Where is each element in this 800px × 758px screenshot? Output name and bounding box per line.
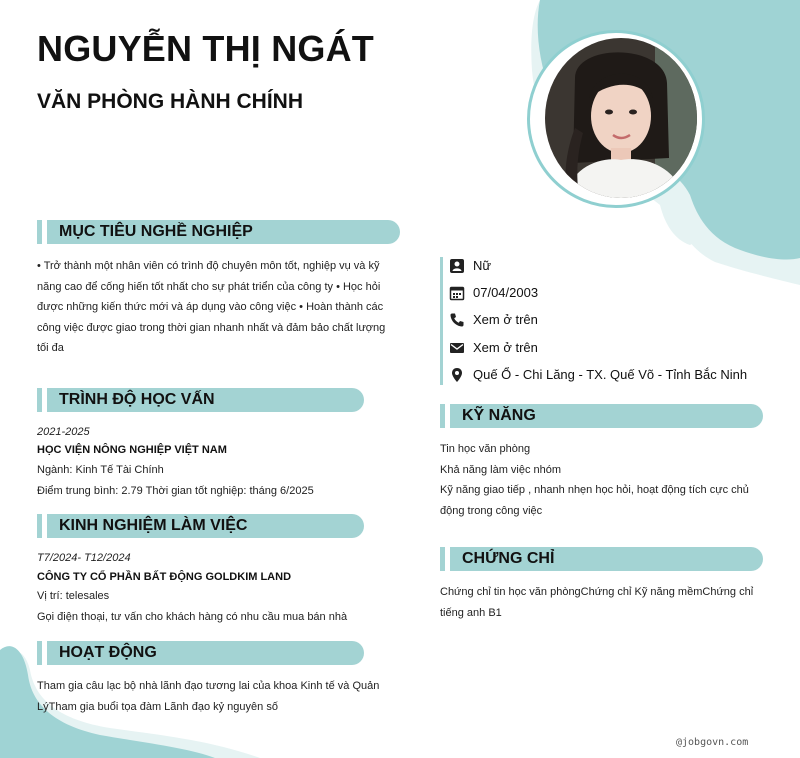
education-detail: Điểm trung bình: 2.79 Thời gian tốt nghiệp: tháng 6/2025 (37, 485, 314, 497)
section-header-objective (37, 220, 400, 244)
skill-line: Khả năng làm việc nhóm (440, 463, 562, 476)
mail-icon (449, 340, 465, 356)
section-title: CHỨNG CHỈ (462, 550, 555, 567)
certificate-line: tiếng anh B1 (440, 606, 502, 619)
section-header-experience (37, 514, 364, 538)
section-header-activities (37, 641, 364, 665)
gender-value: Nữ (473, 258, 492, 273)
avatar (545, 38, 697, 198)
objective-line: tối đa (37, 342, 64, 354)
section-title: KỸ NĂNG (462, 407, 536, 424)
activity-line: Tham gia câu lạc bộ nhà lãnh đạo tương lai của khoa Kinh tế và Quản (37, 680, 380, 692)
certificate-line: Chứng chỉ tin học văn phòngChứng chỉ Kỹ năng mềmChứng chỉ (440, 586, 754, 598)
section-title: KINH NGHIỆM LÀM VIỆC (59, 517, 248, 534)
watermark: @jobgovn.com (676, 737, 749, 748)
candidate-name: NGUYỄN THỊ NGÁT (37, 28, 375, 69)
phone-value: Xem ở trên (473, 312, 538, 327)
birthday-value: 07/04/2003 (473, 285, 539, 300)
contact-divider (440, 257, 443, 385)
address-value: Quế Ổ - Chi Lăng - TX. Quế Võ - Tỉnh Bắc Ninh (473, 367, 748, 382)
job-title: VĂN PHÒNG HÀNH CHÍNH (37, 90, 304, 113)
objective-text (37, 256, 407, 359)
section-title: TRÌNH ĐỘ HỌC VẤN (59, 391, 215, 408)
activity-line: LýTham gia buổi tọa đàm Lãnh đạo kỷ nguyên số (37, 700, 278, 713)
experience-period: T7/2024- T12/2024 (37, 552, 131, 564)
email-value: Xem ở trên (473, 340, 538, 355)
section-header-skills (440, 404, 763, 428)
section-title: HOẠT ĐỘNG (59, 644, 157, 661)
section-header-education (37, 388, 364, 412)
skills-text (440, 439, 770, 521)
phone-icon (449, 312, 465, 328)
activities-text (37, 676, 407, 717)
school-name: HỌC VIỆN NÔNG NGHIỆP VIỆT NAM (37, 444, 227, 456)
skill-line: động trong công việc (440, 504, 543, 517)
objective-line: • Trở thành một nhân viên có trình độ chuyên môn tốt, nghiệp vụ và kỹ (37, 260, 380, 272)
experience-position: Vị trí: telesales (37, 590, 110, 602)
objective-line: được những kiến thức mới và áp dụng vào công việc • Hoàn thành các (37, 301, 384, 313)
certificates-text (440, 582, 770, 623)
education-major: Ngành: Kinh Tế Tài Chính (37, 464, 164, 476)
section-title: MỤC TIÊU NGHỀ NGHIỆP (59, 223, 253, 240)
objective-line: công việc được giao trong thời gian nhanh nhất và đảm bảo chất lượng (37, 321, 386, 334)
section-header-certificates (440, 547, 763, 571)
calendar-icon (449, 285, 465, 301)
objective-line: năng cao để cống hiến tốt nhất cho sự phát triển của công ty • Học hỏi (37, 280, 381, 293)
location-icon (449, 367, 465, 383)
experience-description: Gọi điện thoại, tư vấn cho khách hàng có nhu cầu mua bán nhà (37, 611, 348, 623)
skill-line: Kỹ năng giao tiếp , nhanh nhẹn học hỏi, hoạt động tích cực chủ (440, 484, 749, 496)
education-period: 2021-2025 (37, 426, 90, 438)
skill-line: Tin học văn phòng (440, 443, 531, 455)
company-name: CÔNG TY CỔ PHẦN BẤT ĐỘNG GOLDKIM LAND (37, 571, 292, 583)
person-icon (449, 258, 465, 274)
